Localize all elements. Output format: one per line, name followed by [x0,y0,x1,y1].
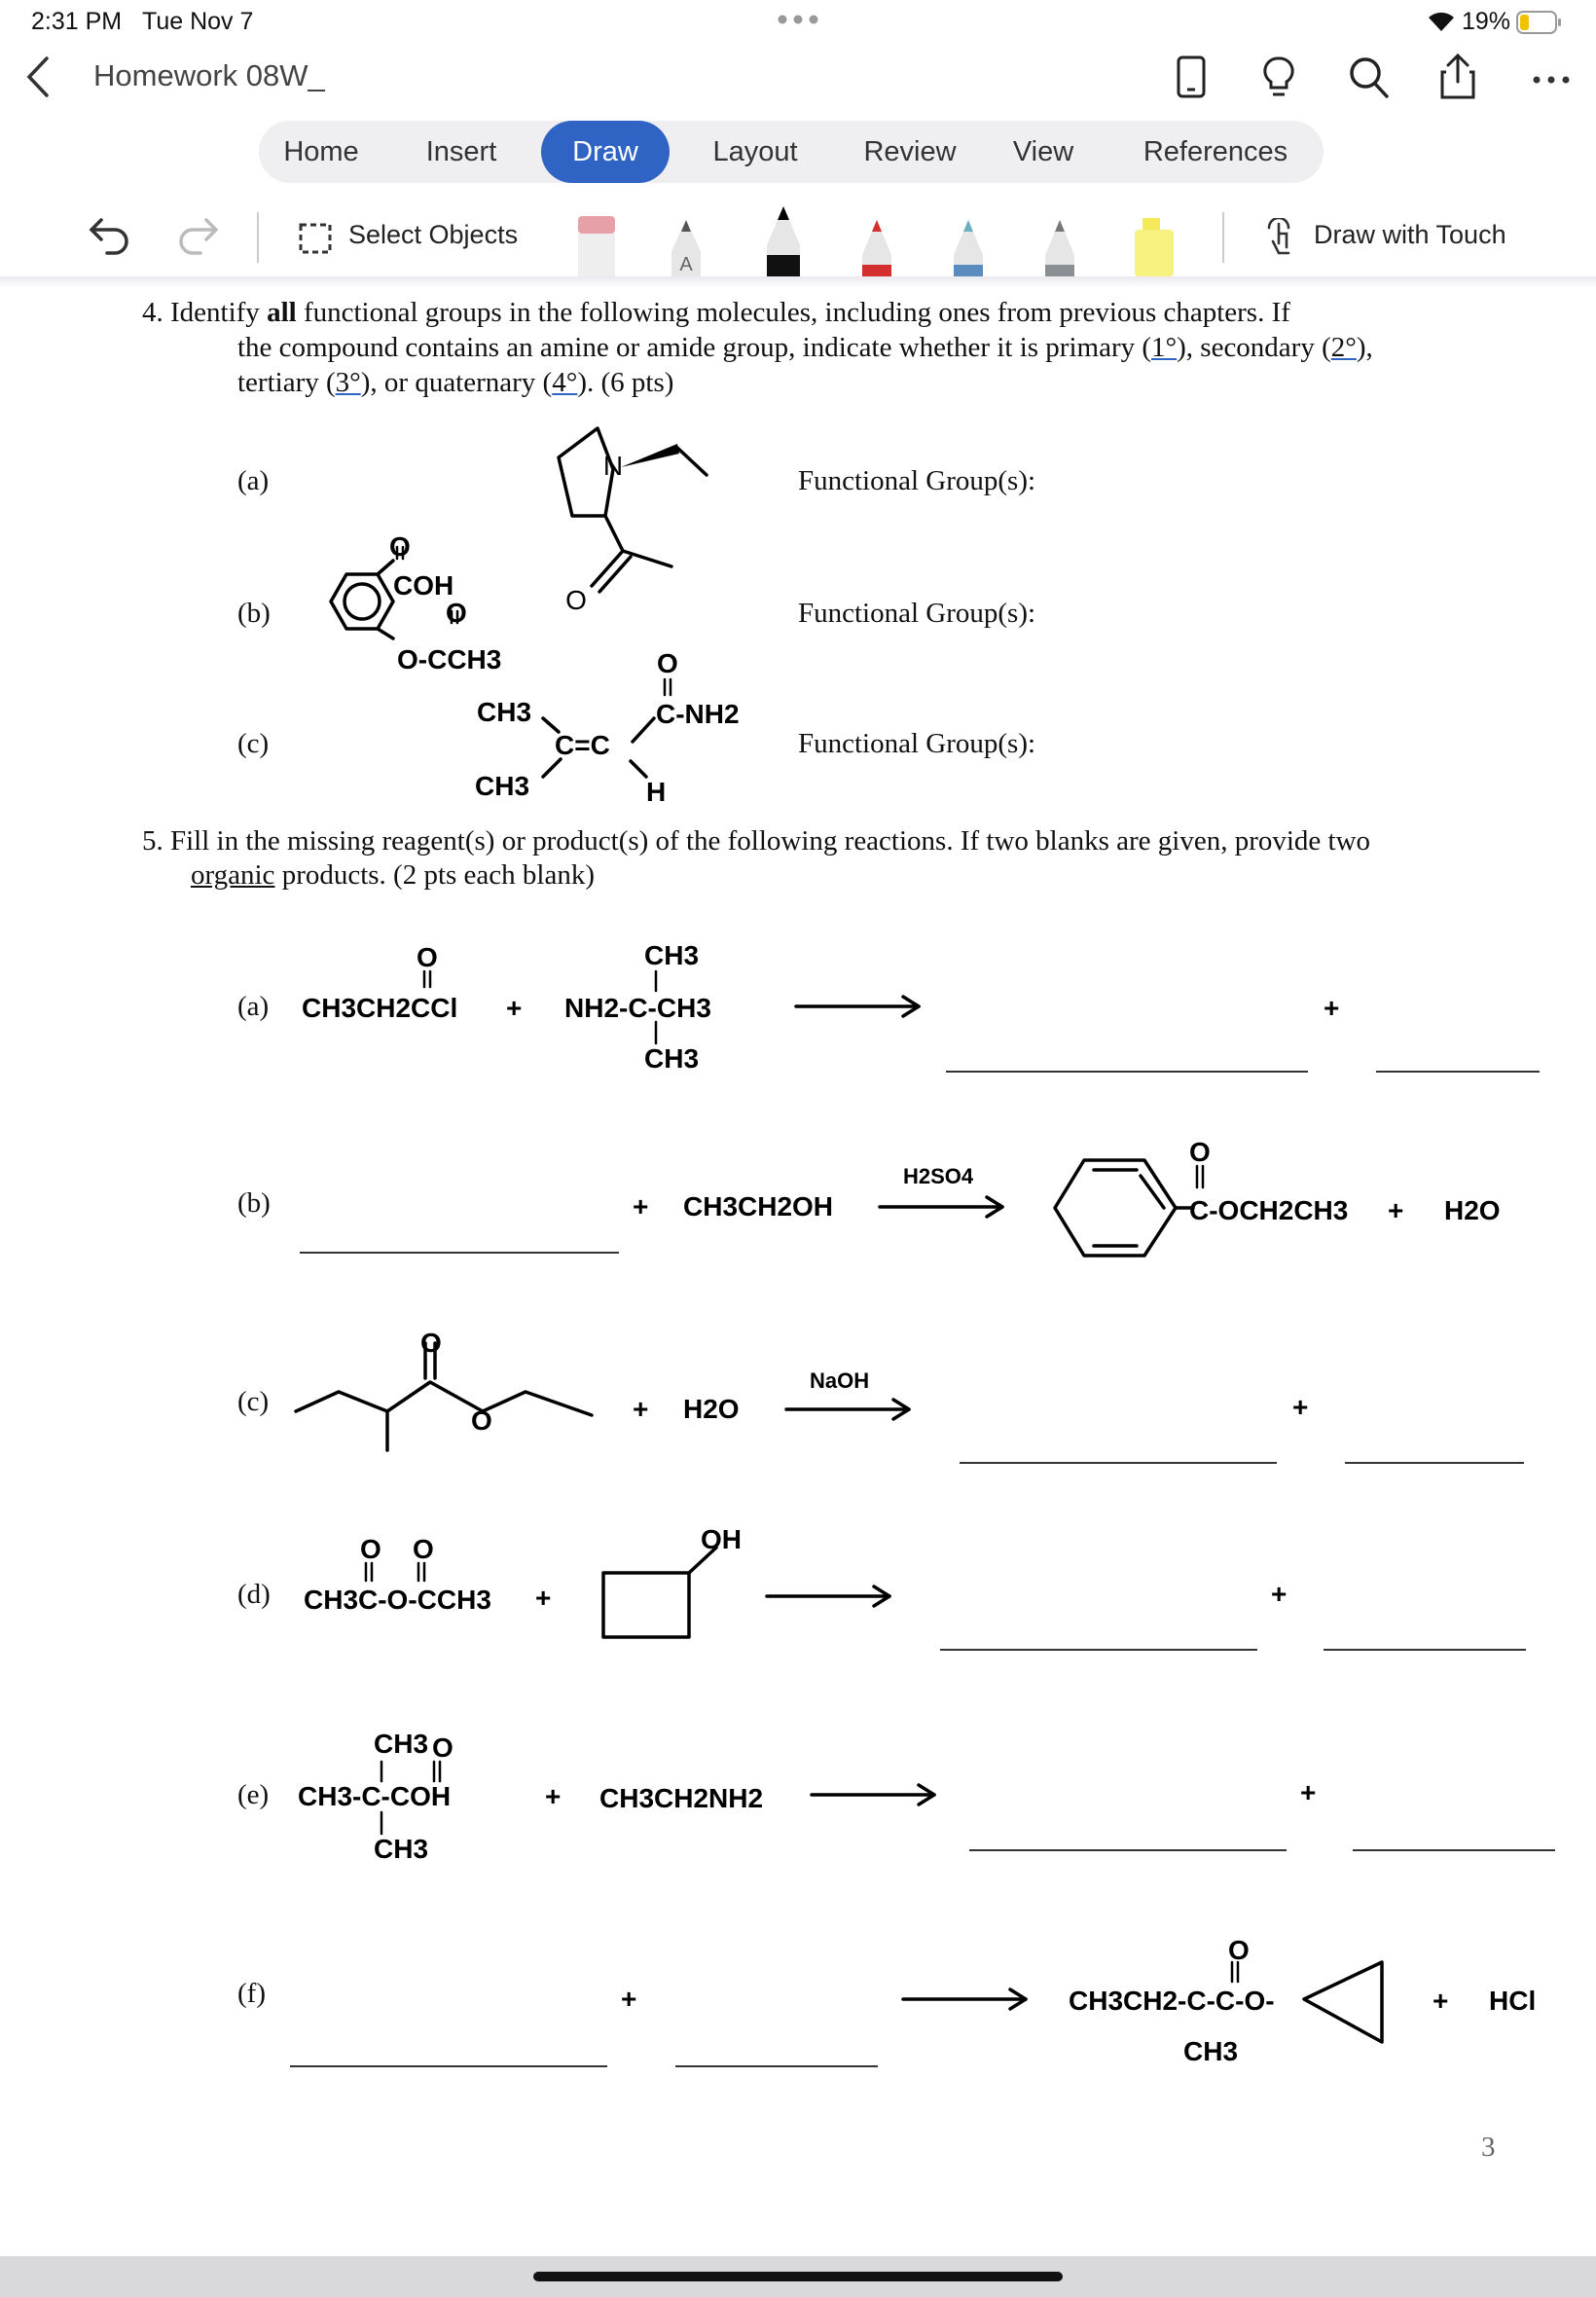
5e-amine: CH3CH2NH2 [599,1783,764,1813]
n-atom: N [602,451,624,481]
5e-plus-2: + [1300,1777,1317,1807]
5e-plus: + [545,1781,562,1811]
undo-icon[interactable] [88,214,132,257]
5f-blank-1[interactable] [290,2065,607,2067]
ribbon-tabs [259,121,1324,183]
5c-ester-skeleton [288,1330,609,1456]
5d-anhydride: CH3C-O-CCH3 [304,1585,491,1615]
lightbulb-icon[interactable] [1261,55,1296,99]
battery-percent: 19% [1462,8,1511,35]
mol-4b-o-top: O [389,531,411,562]
gray-pen-tool[interactable] [1037,216,1082,276]
mol-4c-h: H [646,777,667,807]
5b-plus-2: + [1388,1195,1404,1225]
eraser-tool[interactable] [574,212,619,276]
5b-ethanol: CH3CH2OH [683,1191,834,1221]
back-chevron-icon[interactable] [23,55,53,99]
q4-line3: tertiary (3°), or quaternary (4°). (6 pts) [237,367,674,398]
5b-carbonyl-bond [1189,1164,1218,1193]
q5-label-b: (b) [237,1187,271,1219]
molecule-4a [506,419,720,623]
more-dots-icon[interactable] [775,12,821,27]
5e-ch3-top: CH3 [374,1729,429,1759]
q5-line1: 5. Fill in the missing reagent(s) or product(s) of the following reactions. If two blanks are given, provide two [142,825,1371,857]
5b-arrow [878,1191,1008,1222]
mol-4b-coh: COH [393,570,454,601]
q5-label-e: (e) [237,1779,270,1810]
select-objects-button[interactable] [298,218,541,257]
5c-plus-2: + [1292,1392,1309,1422]
red-pen-tool[interactable] [854,216,899,276]
share-icon[interactable] [1438,53,1477,101]
fg-label-a: Functional Group(s): [798,465,1036,496]
5b-blank[interactable] [300,1252,619,1254]
5c-blank-2[interactable] [1345,1462,1524,1464]
5c-water: H2O [683,1394,740,1424]
5a-arrow [794,991,925,1022]
q4-line2: the compound contains an amine or amide group, indicate whether it is primary (1°), secondary (2°), [237,332,1373,363]
5e-acid: CH3-C-COH [298,1781,452,1811]
redo-icon[interactable] [175,214,220,257]
page-number: 3 [1481,2132,1496,2163]
5a-o: O [417,942,438,972]
5a-carbonyl-bond [415,969,444,989]
5d-o1: O [360,1534,381,1564]
5a-blank-1[interactable] [946,1071,1308,1073]
toolbar-divider-2 [1222,212,1224,263]
5c-plus: + [633,1394,649,1424]
home-indicator[interactable] [533,2272,1063,2281]
highlighter-tool[interactable] [1129,216,1179,276]
select-objects-label: Select Objects [348,220,519,249]
5a-amine: NH2-C-CH3 [564,993,711,1023]
5a-blank-2[interactable] [1376,1071,1540,1073]
5c-arrow [784,1394,915,1425]
tab-references[interactable]: References [1143,136,1288,167]
tab-draw[interactable]: Draw [541,121,670,183]
fg-label-b: Functional Group(s): [798,598,1036,629]
status-time: 2:31 PM [31,8,123,35]
5c-o-ester: O [471,1405,492,1436]
status-date: Tue Nov 7 [142,8,254,35]
q5-line2: organic products. (2 pts each blank) [191,859,596,891]
draw-with-touch-button[interactable] [1263,216,1516,259]
wifi-icon [1427,10,1456,33]
5f-hcl: HCl [1489,1986,1537,2016]
5f-ch3: CH3 [1183,2036,1239,2066]
overflow-menu-icon[interactable] [1532,72,1571,82]
galaxy-pen-tool[interactable] [946,216,991,276]
o-atom: O [565,585,587,615]
5d-plus-2: + [1271,1579,1288,1609]
lasso-select-icon [298,222,333,255]
5e-blank-2[interactable] [1353,1849,1555,1851]
5f-o: O [1228,1935,1250,1965]
5d-blank-1[interactable] [940,1649,1257,1651]
tab-home[interactable]: Home [283,136,359,167]
black-pen-tool[interactable] [761,202,806,276]
toolbar-shadow [0,276,1596,288]
5f-plus-2: + [1433,1986,1449,2016]
5f-blank-2[interactable] [675,2065,878,2067]
5f-plus: + [621,1984,637,2014]
5c-o-carbonyl: O [420,1328,442,1358]
fg-label-c: Functional Group(s): [798,728,1036,759]
mol-4c-ch3-top: CH3 [477,697,532,727]
5e-blank-1[interactable] [969,1849,1287,1851]
5d-plus: + [535,1583,552,1613]
q4-label-a: (a) [237,465,270,496]
mol-4c-cnh2: C-NH2 [656,699,740,729]
tab-view[interactable]: View [1012,136,1074,167]
q4-line1: 4. Identify all functional groups in the following molecules, including ones from previous chapters. If [142,297,1290,328]
5c-reagent: NaOH [810,1368,870,1393]
5a-plus: + [506,993,523,1023]
battery-icon [1516,11,1563,34]
mol-4b-occh3: O-CCH3 [397,644,502,675]
5b-benzene-ring [1051,1154,1197,1261]
5b-ester: C-OCH2CH3 [1189,1195,1349,1225]
q5-label-f: (f) [237,1978,266,2009]
5f-arrow [901,1984,1032,2015]
svg-text:A: A [679,254,693,275]
q5-label-a: (a) [237,991,270,1022]
text-pen-tool[interactable] [664,216,708,276]
5d-arrow [765,1581,895,1612]
wedge-bond [621,444,679,467]
toolbar-divider [257,212,259,263]
5e-o: O [432,1732,453,1763]
touch-pointer-icon [1263,218,1296,257]
5d-o2: O [413,1534,434,1564]
5d-carbonyl-bonds [358,1561,446,1585]
5d-blank-2[interactable] [1324,1649,1526,1651]
5b-o: O [1189,1137,1211,1167]
5b-plus: + [633,1191,649,1221]
5e-arrow [810,1779,940,1810]
mol-4c-ch3-bot: CH3 [475,771,530,801]
5a-ch3-bot: CH3 [644,1043,700,1074]
tab-insert[interactable]: Insert [425,136,497,167]
document-title[interactable]: Homework 08W_ [93,58,325,92]
tab-review[interactable]: Review [863,136,957,167]
q5-label-c: (c) [237,1386,270,1417]
5a-acid-chloride: CH3CH2CCl [302,993,458,1023]
tab-layout[interactable]: Layout [712,136,798,167]
mol-4b-o-mid: O [446,598,467,628]
5a-ch3-top: CH3 [644,940,700,970]
5b-water: H2O [1444,1195,1501,1225]
5b-reagent: H2SO4 [903,1164,974,1188]
mol-4c-cc: C=C [555,730,610,760]
q4-label-c: (c) [237,728,270,759]
draw-with-touch-label: Draw with Touch [1314,220,1506,249]
5f-product: CH3CH2-C-C-O- [1069,1986,1275,2016]
phone-view-icon[interactable] [1176,55,1207,99]
q4-label-b: (b) [237,598,271,629]
5d-oh: OH [701,1524,742,1554]
5a-plus-2: + [1324,993,1340,1023]
mol-4c-o: O [657,648,678,678]
search-icon[interactable] [1347,55,1390,99]
q5-label-d: (d) [237,1579,271,1610]
5c-blank-1[interactable] [960,1462,1277,1464]
5e-ch3-bot: CH3 [374,1834,429,1864]
